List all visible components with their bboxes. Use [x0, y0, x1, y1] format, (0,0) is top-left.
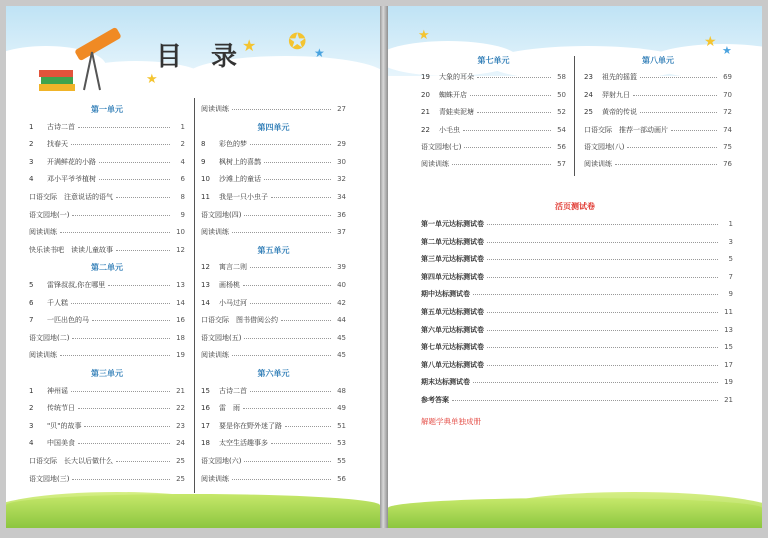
test-section-title: 活页测试卷 [555, 202, 595, 211]
page-number: 39 [337, 263, 346, 272]
dot-leader [477, 71, 551, 78]
page-number: 22 [176, 404, 185, 413]
lesson-number: 5 [29, 281, 34, 289]
dot-leader [232, 226, 331, 233]
dot-leader [244, 332, 331, 339]
page-number: 4 [180, 157, 185, 166]
answer-booklet-note: 解题学典单独成册 [421, 417, 481, 426]
lesson-title: 枫树上的喜鹊 [219, 157, 261, 166]
dot-leader [487, 236, 718, 243]
lesson-title: 口语交际 推荐一部动画片 [584, 125, 668, 134]
test-entry[interactable] [421, 236, 733, 248]
dot-leader [640, 71, 717, 78]
dot-leader [232, 473, 331, 480]
unit-heading: 第八单元 [642, 56, 674, 65]
page-number: 3 [728, 237, 733, 246]
lesson-title: 我是一只小虫子 [219, 193, 268, 201]
dot-leader [281, 314, 331, 321]
toc-entry[interactable] [584, 158, 732, 170]
dot-leader [487, 341, 718, 348]
page-number: 69 [723, 73, 732, 82]
unit-heading: 第四单元 [257, 122, 290, 132]
page-number: 21 [176, 386, 185, 395]
dot-leader [232, 103, 331, 110]
toc-entry[interactable] [201, 349, 346, 361]
dot-leader [244, 455, 331, 462]
toc-entry[interactable] [201, 455, 346, 467]
star-icon: ✪ [288, 30, 307, 55]
toc-entry[interactable] [201, 261, 346, 273]
lesson-title: 雷 雨 [219, 404, 240, 413]
dot-leader [232, 349, 331, 356]
toc-entry[interactable] [29, 279, 185, 291]
dot-leader [60, 349, 170, 356]
toc-entry[interactable] [201, 138, 346, 150]
toc-entry[interactable] [584, 141, 732, 153]
dot-leader [116, 455, 170, 462]
lesson-number: 2 [29, 404, 34, 413]
toc-entry[interactable] [201, 332, 346, 344]
unit-heading: 第五单元 [257, 245, 290, 255]
page-number: 58 [557, 73, 566, 82]
dot-leader [264, 173, 331, 180]
lesson-title: 青蛙卖泥塘 [439, 108, 474, 117]
lesson-title: 中国美食 [47, 439, 75, 448]
test-title: 期中达标测试卷 [421, 290, 470, 299]
test-entry[interactable] [421, 218, 733, 230]
lesson-title: 语文园地(四) [201, 210, 242, 219]
toc-entry[interactable] [421, 71, 566, 83]
toc-entry[interactable] [421, 141, 566, 153]
dot-leader [78, 121, 170, 128]
test-entry[interactable] [421, 288, 733, 300]
toc-entry[interactable] [421, 158, 566, 170]
page-number: 1 [728, 220, 733, 228]
toc-entry[interactable] [29, 420, 185, 432]
dot-leader [452, 394, 718, 401]
unit-heading: 第三单元 [91, 369, 123, 378]
lesson-number: 3 [29, 421, 34, 430]
lesson-title: 快乐读书吧 读读儿童故事 [29, 245, 113, 254]
page-number: 13 [724, 325, 733, 334]
page-number: 70 [723, 90, 732, 99]
toc-entry[interactable] [29, 121, 185, 133]
page-number: 75 [723, 143, 732, 151]
lesson-number: 1 [29, 386, 34, 395]
column-divider [574, 56, 575, 176]
dot-leader [72, 209, 170, 216]
left-page [6, 6, 380, 528]
test-title: 第一单元达标测试卷 [421, 220, 484, 228]
lesson-title: 古诗二首 [219, 386, 247, 395]
star-icon: ★ [314, 46, 325, 60]
dot-leader [271, 437, 331, 444]
lesson-title: 阅读训练 [201, 474, 229, 483]
toc-entry[interactable] [29, 437, 185, 449]
toc-entry[interactable] [29, 138, 185, 150]
page-number: 49 [337, 404, 346, 413]
lesson-title: 语文园地(五) [201, 333, 242, 342]
page-number: 45 [337, 333, 346, 342]
toc-entry[interactable] [29, 385, 185, 397]
page-number: 14 [176, 298, 185, 307]
lesson-number: 13 [201, 281, 210, 289]
grass-hill [388, 498, 762, 528]
test-title: 第四单元达标测试卷 [421, 272, 484, 281]
toc-entry[interactable] [421, 89, 566, 101]
dot-leader [243, 279, 331, 286]
lesson-title: 阅读训练 [201, 105, 229, 113]
dot-leader [71, 297, 170, 304]
lesson-title: 寓言二则 [219, 263, 247, 272]
lesson-number: 7 [29, 316, 34, 325]
book-gutter [380, 6, 388, 528]
test-title: 第七单元达标测试卷 [421, 343, 484, 352]
lesson-number: 25 [584, 108, 593, 117]
lesson-title: 阅读训练 [201, 351, 229, 360]
dot-leader [250, 138, 331, 145]
page-number: 19 [176, 351, 185, 360]
page-number: 56 [557, 143, 566, 151]
lesson-title: 找春天 [47, 140, 68, 149]
page-number: 44 [337, 316, 346, 325]
unit-heading: 第六单元 [257, 369, 290, 378]
dot-leader [78, 402, 170, 409]
page-number: 12 [176, 245, 185, 254]
unit-heading: 第一单元 [91, 105, 123, 114]
dot-leader [473, 288, 718, 295]
lesson-title: 阅读训练 [29, 228, 57, 237]
lesson-title: 神州谣 [47, 386, 68, 395]
test-entry[interactable] [421, 341, 733, 353]
test-title: 第六单元达标测试卷 [421, 325, 484, 334]
test-title: 期末达标测试卷 [421, 378, 470, 387]
dot-leader [487, 253, 718, 260]
lesson-title: 黄帝的传说 [602, 108, 637, 117]
lesson-number: 1 [29, 122, 34, 131]
page-number: 7 [728, 272, 733, 281]
page-number: 30 [337, 157, 346, 166]
test-title: 第五单元达标测试卷 [421, 308, 484, 316]
toc-entry[interactable] [29, 297, 185, 309]
dot-leader [264, 156, 331, 163]
toc-entry[interactable] [29, 455, 185, 467]
page-number: 19 [724, 378, 733, 387]
dot-leader [250, 385, 331, 392]
dot-leader [72, 473, 170, 480]
page-number: 18 [176, 333, 185, 342]
lesson-number: 12 [201, 263, 210, 272]
dot-leader [452, 158, 551, 165]
lesson-title: 太空生活趣事多 [219, 439, 268, 448]
lesson-title: 祖先的摇篮 [602, 73, 637, 82]
lesson-title: 邓小平爷爷植树 [47, 175, 96, 184]
page-number: 2 [180, 140, 185, 149]
lesson-title: 阅读训练 [201, 228, 229, 237]
toc-entry[interactable] [29, 209, 185, 221]
lesson-title: 口语交际 图书借阅公约 [201, 316, 278, 325]
toc-entry[interactable] [201, 156, 346, 168]
page-number: 25 [176, 474, 185, 483]
lesson-title: 一匹出色的马 [47, 316, 89, 325]
toc-entry[interactable] [201, 437, 346, 449]
dot-leader [477, 106, 551, 113]
lesson-title: 传统节日 [47, 404, 75, 413]
dot-leader [473, 376, 718, 383]
toc-entry[interactable] [584, 124, 732, 136]
lesson-title: 语文园地(六) [201, 457, 242, 465]
dot-leader [116, 244, 170, 251]
test-title: 第八单元达标测试卷 [421, 360, 484, 369]
page-number: 6 [180, 175, 185, 184]
toc-entry[interactable] [201, 191, 346, 203]
test-entry[interactable] [421, 394, 733, 406]
dot-leader [470, 89, 551, 96]
page-number: 27 [337, 105, 346, 113]
toc-entry[interactable] [201, 173, 346, 185]
lesson-title: 语文园地(八) [584, 143, 625, 151]
toc-entry[interactable] [584, 106, 732, 118]
lesson-title: 大象的耳朵 [439, 73, 474, 82]
page-number: 56 [337, 474, 346, 483]
test-entry[interactable] [421, 306, 733, 318]
lesson-number: 3 [29, 157, 34, 166]
toc-entry[interactable] [421, 106, 566, 118]
toc-entry[interactable] [201, 402, 346, 414]
toc-entry[interactable] [421, 124, 566, 136]
star-icon: ★ [418, 28, 430, 43]
page-number: 55 [337, 457, 346, 465]
page-number: 24 [176, 439, 185, 448]
page-number: 74 [723, 125, 732, 134]
lesson-title: 语文园地(三) [29, 474, 70, 483]
lesson-number: 21 [421, 108, 430, 117]
toc-entry[interactable] [201, 297, 346, 309]
toc-entry[interactable] [29, 244, 185, 256]
star-icon: ★ [146, 72, 158, 87]
dot-leader [99, 156, 170, 163]
test-title: 第二单元达标测试卷 [421, 237, 484, 246]
page-number: 32 [337, 175, 346, 184]
dot-leader [243, 402, 331, 409]
lesson-title: 阅读训练 [29, 351, 57, 360]
lesson-number: 15 [201, 386, 210, 395]
lesson-title: 彩色的梦 [219, 140, 247, 149]
toc-entry[interactable] [29, 314, 185, 326]
lesson-title: 阅读训练 [421, 160, 449, 169]
dot-leader [99, 173, 170, 180]
dot-leader [271, 191, 331, 198]
toc-entry[interactable] [29, 349, 185, 361]
dot-leader [84, 420, 170, 427]
test-entry[interactable] [421, 271, 733, 283]
lesson-number: 14 [201, 298, 210, 307]
dot-leader [487, 218, 718, 225]
page-number: 48 [337, 386, 346, 395]
dot-leader [487, 306, 718, 313]
lesson-title: 口语交际 注意说话的语气 [29, 193, 113, 201]
toc-entry[interactable] [584, 71, 732, 83]
test-entry[interactable] [421, 359, 733, 371]
page-number: 54 [557, 125, 566, 134]
page-number: 23 [176, 421, 185, 430]
toc-entry[interactable] [29, 226, 185, 238]
toc-entry[interactable] [29, 402, 185, 414]
dot-leader [487, 359, 718, 366]
dot-leader [615, 158, 717, 165]
lesson-number: 9 [201, 157, 206, 166]
test-entry[interactable] [421, 324, 733, 336]
page-number: 21 [724, 396, 733, 404]
page-number: 13 [176, 281, 185, 289]
dot-leader [671, 124, 717, 131]
lesson-number: 23 [584, 73, 593, 82]
lesson-number: 8 [201, 140, 206, 149]
toc-entry[interactable] [29, 191, 185, 203]
toc-entry[interactable] [201, 209, 346, 221]
lesson-title: "贝"的故事 [47, 421, 82, 430]
dot-leader [72, 332, 170, 339]
toc-entry[interactable] [201, 103, 346, 115]
toc-entry[interactable] [201, 385, 346, 397]
dot-leader [250, 297, 331, 304]
lesson-number: 20 [421, 90, 430, 99]
lesson-number: 4 [29, 175, 34, 184]
lesson-title: 语文园地(七) [421, 143, 462, 151]
page-number: 5 [728, 255, 733, 264]
grass-hill [6, 494, 380, 528]
dot-leader [71, 138, 170, 145]
page-number: 25 [176, 457, 185, 465]
page-number: 29 [337, 140, 346, 149]
dot-leader [285, 420, 331, 427]
lesson-title: 语文园地(一) [29, 210, 70, 219]
telescope-books-icon [34, 18, 124, 93]
toc-entry[interactable] [29, 473, 185, 485]
column-divider [194, 98, 195, 493]
page-number: 76 [723, 160, 732, 169]
unit-heading: 第七单元 [477, 56, 510, 65]
lesson-title: 沙滩上的童话 [219, 175, 261, 184]
lesson-title: 雷锋叔叔,你在哪里 [47, 281, 106, 289]
toc-entry[interactable] [201, 226, 346, 238]
dot-leader [487, 271, 718, 278]
dot-leader [244, 209, 331, 216]
page-number: 51 [337, 421, 346, 430]
page-number: 52 [557, 108, 566, 117]
page-number: 36 [337, 210, 346, 219]
right-page [388, 6, 762, 528]
lesson-number: 22 [421, 125, 430, 134]
dot-leader [108, 279, 170, 286]
lesson-number: 17 [201, 421, 210, 430]
dot-leader [60, 226, 170, 233]
page-title: 目 录 [156, 42, 248, 72]
lesson-title: 蜘蛛开店 [439, 90, 467, 99]
toc-entry[interactable] [29, 156, 185, 168]
toc-entry[interactable] [29, 332, 185, 344]
dot-leader [627, 141, 717, 148]
test-entry[interactable] [421, 253, 733, 265]
dot-leader [250, 261, 331, 268]
dot-leader [640, 106, 717, 113]
star-icon: ★ [722, 44, 732, 57]
lesson-number: 24 [584, 90, 593, 99]
toc-entry[interactable] [29, 173, 185, 185]
lesson-number: 11 [201, 193, 210, 201]
lesson-title: 羿射九日 [602, 90, 630, 99]
test-title: 参考答案 [421, 396, 449, 404]
dot-leader [464, 141, 551, 148]
dot-leader [463, 124, 551, 131]
lesson-title: 阅读训练 [584, 160, 612, 169]
lesson-title: 开满鲜花的小路 [47, 157, 96, 166]
lesson-title: 小马过河 [219, 298, 247, 307]
lesson-number: 16 [201, 404, 210, 413]
toc-entry[interactable] [201, 314, 346, 326]
page-number: 15 [724, 343, 733, 352]
lesson-number: 18 [201, 439, 210, 448]
page-number: 57 [557, 160, 566, 169]
page-number: 50 [557, 90, 566, 99]
lesson-title: 小毛虫 [439, 125, 460, 134]
dot-leader [78, 437, 170, 444]
page-number: 42 [337, 298, 346, 307]
page-number: 9 [180, 210, 185, 219]
page-number: 8 [180, 193, 185, 201]
lesson-title: 要是你在野外迷了路 [219, 421, 282, 430]
lesson-title: 千人糕 [47, 298, 68, 307]
page-number: 10 [176, 228, 185, 237]
lesson-title: 画杨桃 [219, 281, 240, 289]
lesson-number: 19 [421, 73, 430, 82]
lesson-title: 语文园地(二) [29, 333, 70, 342]
test-entry[interactable] [421, 376, 733, 388]
toc-entry[interactable] [201, 279, 346, 291]
page-number: 11 [724, 308, 733, 316]
lesson-number: 10 [201, 175, 210, 184]
page-number: 72 [723, 108, 732, 117]
dot-leader [92, 314, 170, 321]
page-number: 17 [724, 360, 733, 369]
toc-entry[interactable] [584, 89, 732, 101]
lesson-number: 2 [29, 140, 34, 149]
page-number: 34 [337, 193, 346, 201]
test-title: 第三单元达标测试卷 [421, 255, 484, 264]
page-number: 53 [337, 439, 346, 448]
page-number: 1 [180, 122, 185, 131]
star-icon: ★ [242, 36, 257, 55]
unit-heading: 第二单元 [91, 263, 123, 273]
page-number: 45 [337, 351, 346, 360]
star-icon: ★ [704, 34, 717, 50]
dot-leader [71, 385, 170, 392]
page-number: 40 [337, 281, 346, 289]
toc-entry[interactable] [201, 420, 346, 432]
dot-leader [116, 191, 170, 198]
page-number: 37 [337, 228, 346, 237]
lesson-title: 古诗二首 [47, 122, 75, 131]
page-number: 16 [176, 316, 185, 325]
lesson-number: 4 [29, 439, 34, 448]
page-number: 9 [728, 290, 733, 299]
dot-leader [487, 324, 718, 331]
dot-leader [633, 89, 717, 96]
toc-entry[interactable] [201, 473, 346, 485]
lesson-title: 口语交际 长大以后做什么 [29, 457, 113, 465]
lesson-number: 6 [29, 298, 34, 307]
